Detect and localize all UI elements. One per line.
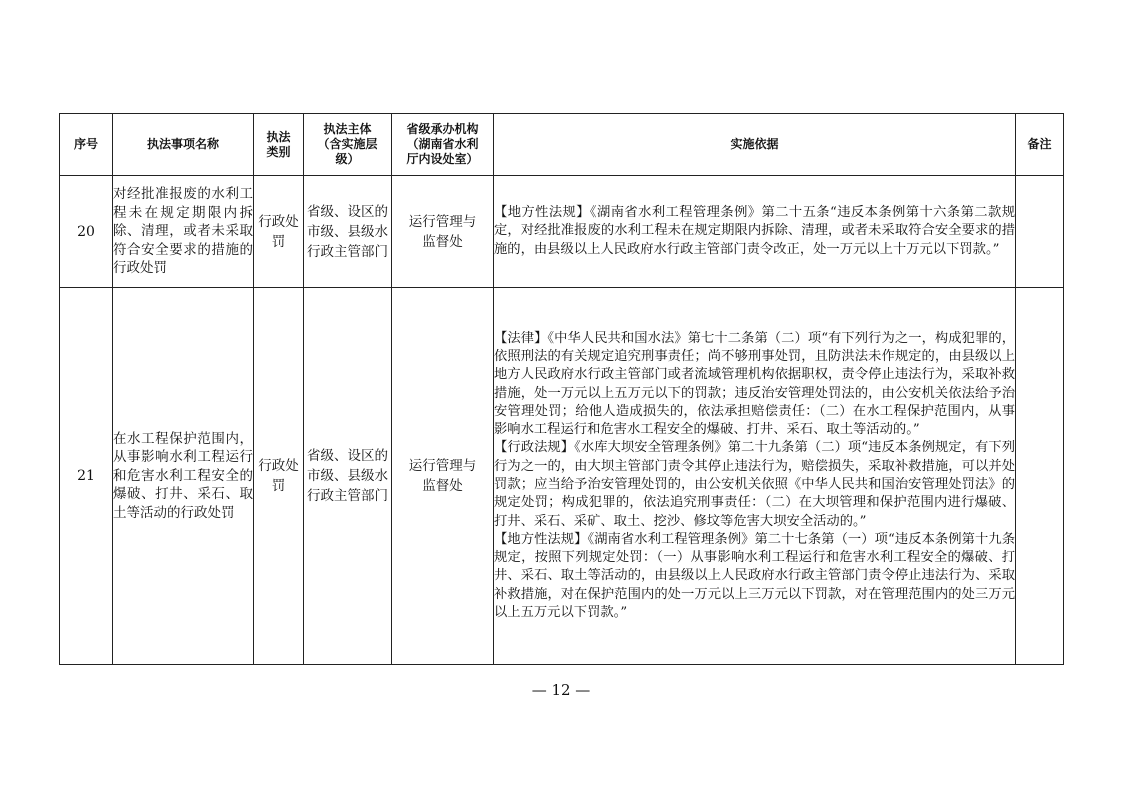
row-remark	[1016, 176, 1064, 288]
table-header-row	[60, 114, 1064, 176]
row-remark	[1016, 288, 1064, 665]
law-enforcement-table	[59, 113, 1064, 665]
basis-paragraph: 【地方性法规】《湖南省水利工程管理条例》第二十五条“违反本条例第十六条第二款规定，对经批准报废的水利工程未在规定期限内拆除、清理，或者未采取符合安全要求的措施的，由县级以上人民政府水行政主管部门责令改正，处一万元以上十万元以下罚款。”	[494, 205, 1015, 257]
header-remark: 备注	[1016, 114, 1064, 176]
row-dept: 运行管理与监督处	[392, 176, 494, 288]
row-basis	[494, 176, 1016, 288]
row-dept: 运行管理与监督处	[392, 288, 494, 665]
page-number: — 12 —	[531, 681, 591, 699]
row-item-name: 对经批准报废的水利工程未在规定期限内拆除、清理，或者未采取符合安全要求的措施的行政处罚	[113, 176, 254, 288]
header-basis: 实施依据	[494, 114, 1016, 176]
table-row	[60, 288, 1064, 665]
header-subject: 执法主体 （含实施层 级）	[304, 114, 392, 176]
header-item-name: 执法事项名称	[113, 114, 254, 176]
header-dept: 省级承办机构 （湖南省水利 厅内设处室）	[392, 114, 494, 176]
row-seq: 20	[60, 176, 113, 288]
row-subject: 省级、设区的市级、县级水行政主管部门	[304, 288, 392, 665]
basis-paragraph: 【地方性法规】《湖南省水利工程管理条例》第二十七条第（一）项“违反本条例第十九条规定，按照下列规定处罚：（一）从事影响水利工程运行和危害水利工程安全的爆破、打井、采石、取土等活动的，由县级以上人民政府水行政主管部门责令停止违法行为、采取补救措施，对在保护范围内的处一万元以上三万元以下罚款，对在管理范围内的处三万元以上五万元以下罚款。”	[494, 531, 1015, 621]
basis-paragraph: 【法律】《中华人民共和国水法》第七十二条第（二）项“有下列行为之一，构成犯罪的，依照刑法的有关规定追究刑事责任；尚不够刑事处罚，且防洪法未作规定的，由县级以上地方人民政府水行政主管部门或者流域管理机构依据职权，责令停止违法行为，采取补救措施，处一万元以上五万元以下的罚款；违反治安管理处罚法的，由公安机关依法给予治安管理处罚；给他人造成损失的，依法承担赔偿责任：（二）在水工程保护范围内，从事影响水工程运行和危害水工程安全的爆破、打井、采石、取土等活动的。”	[494, 330, 1015, 438]
row-category: 行政处罚	[254, 176, 304, 288]
basis-paragraph: 【行政法规】《水库大坝安全管理条例》第二十九条第（二）项“违反本条例规定，有下列行为之一的，由大坝主管部门责令其停止违法行为，赔偿损失，采取补救措施，可以并处罚款；应当给予治安管理处罚的，由公安机关依照《中华人民共和国治安管理处罚法》的规定处罚；构成犯罪的，依法追究刑事责任：（二）在大坝管理和保护范围内进行爆破、打井、采石、采矿、取土、挖沙、修坟等危害大坝安全活动的。”	[494, 440, 1015, 529]
row-category: 行政处罚	[254, 288, 304, 665]
table-row	[60, 176, 1064, 288]
row-subject: 省级、设区的市级、县级水行政主管部门	[304, 176, 392, 288]
header-category: 执法 类别	[254, 114, 304, 176]
row-item-name: 在水工程保护范围内，从事影响水利工程运行和危害水利工程安全的爆破、打井、采石、取土等活动的行政处罚	[113, 288, 254, 665]
row-basis	[494, 288, 1016, 665]
header-seq: 序号	[60, 114, 113, 176]
row-seq: 21	[60, 288, 113, 665]
